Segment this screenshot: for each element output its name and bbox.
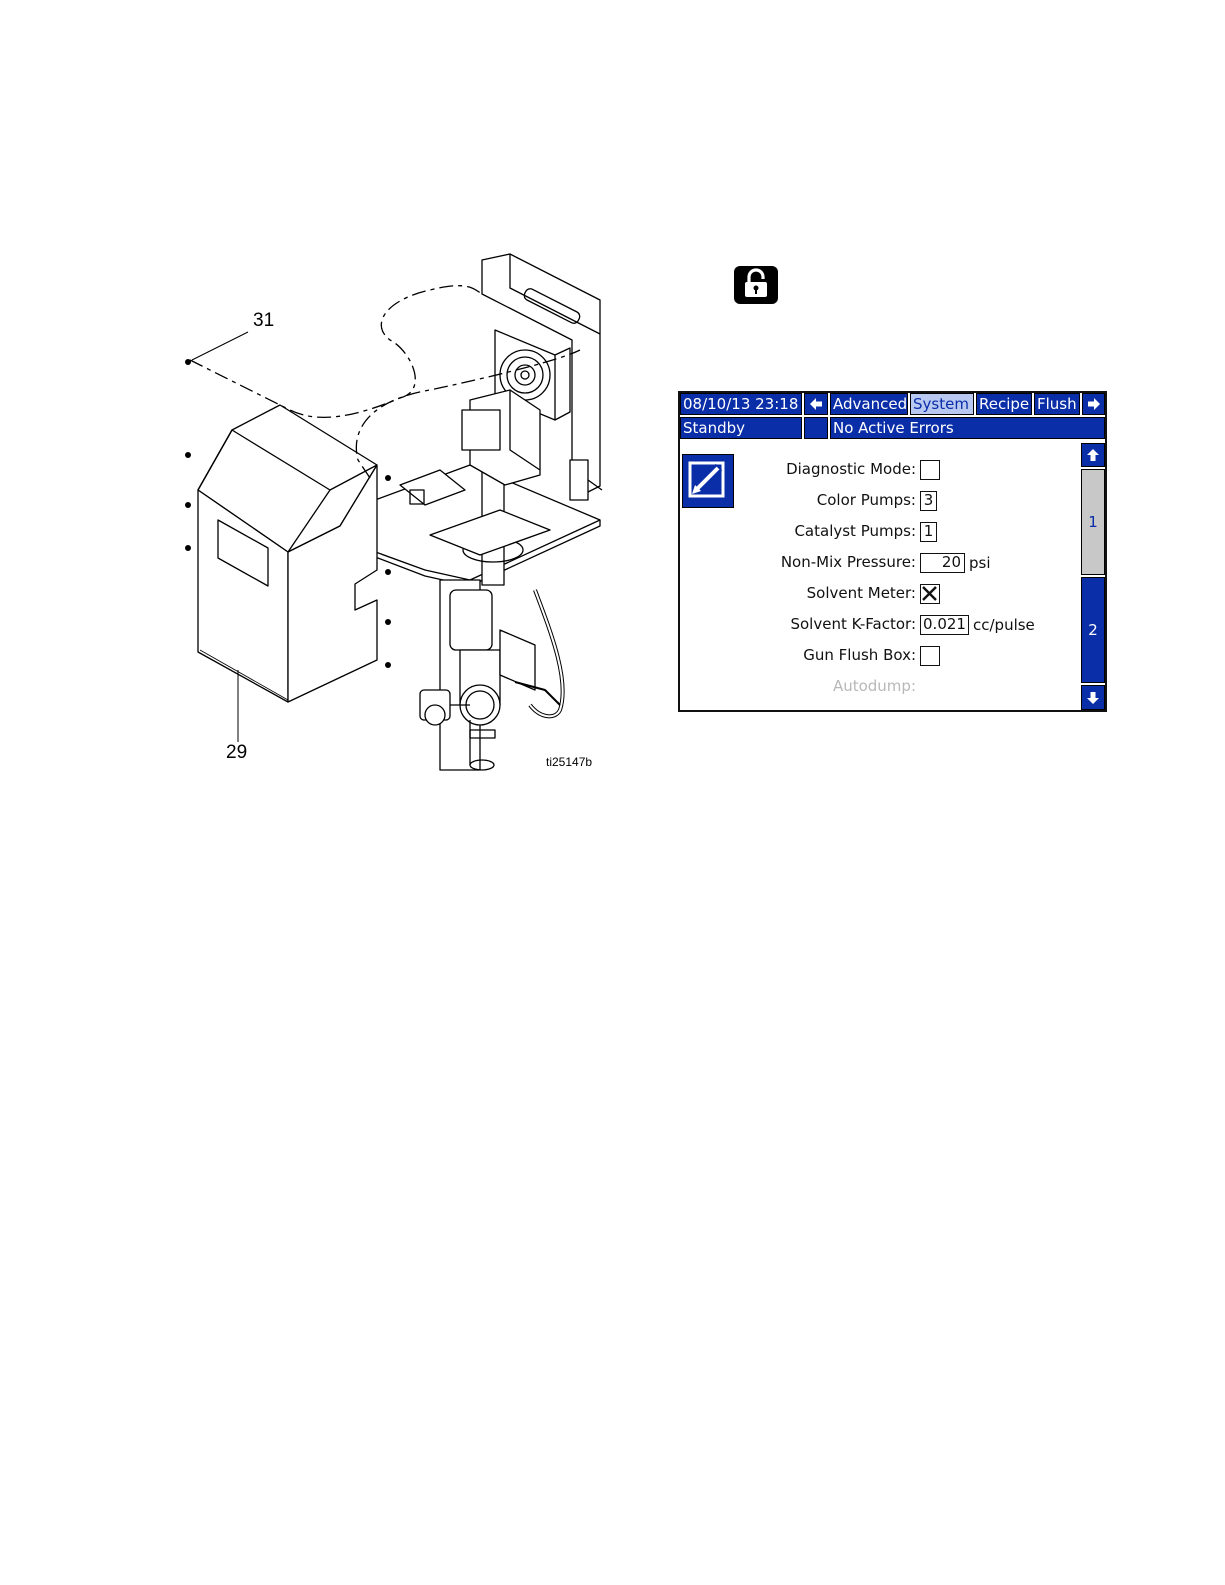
exploded-view-drawing (170, 250, 620, 780)
datetime-display: 08/10/13 23:18 (680, 393, 802, 415)
exploded-view-illustration (170, 250, 620, 780)
page-tab-2[interactable]: 2 (1081, 577, 1105, 683)
page-tab-1[interactable]: 1 (1081, 469, 1105, 575)
diagnostic-mode-label: Diagnostic Mode: (786, 460, 916, 478)
color-pumps-label: Color Pumps: (816, 491, 916, 509)
tab-system[interactable]: System (910, 393, 974, 415)
unlock-icon (734, 266, 778, 304)
display-screen (678, 391, 1107, 712)
callout-31: 31 (253, 310, 275, 331)
autodump-label: Autodump: (832, 677, 916, 695)
solvent-k-factor-label: Solvent K-Factor: (790, 615, 916, 633)
scroll-up-button[interactable] (1081, 443, 1105, 467)
status-indicator (804, 417, 828, 439)
gun-flush-box-checkbox[interactable] (920, 646, 940, 666)
system-status: Standby (680, 417, 802, 439)
arrow-right-icon (1086, 396, 1102, 412)
color-pumps-input[interactable]: 3 (920, 491, 937, 511)
tab-recipe[interactable]: Recipe (976, 393, 1032, 415)
tab-advanced[interactable]: Advanced (830, 393, 908, 415)
non-mix-pressure-unit: psi (969, 554, 991, 572)
callout-29: 29 (226, 742, 248, 763)
tab-next-button[interactable] (1082, 393, 1105, 415)
error-status: No Active Errors (830, 417, 1105, 439)
arrow-up-icon (1085, 447, 1101, 463)
solvent-k-factor-unit: cc/pulse (973, 616, 1035, 634)
gun-flush-box-label: Gun Flush Box: (803, 646, 916, 664)
diagnostic-mode-checkbox[interactable] (920, 460, 940, 480)
tab-flush[interactable]: Flush (1034, 393, 1080, 415)
checkmark-x-icon (921, 585, 938, 602)
catalyst-pumps-label: Catalyst Pumps: (794, 522, 916, 540)
catalyst-pumps-input[interactable]: 1 (920, 522, 937, 542)
arrow-left-icon (808, 396, 824, 412)
non-mix-pressure-input[interactable]: 20 (920, 553, 965, 573)
solvent-meter-label: Solvent Meter: (806, 584, 916, 602)
arrow-down-icon (1085, 690, 1101, 706)
non-mix-pressure-label: Non-Mix Pressure: (780, 553, 916, 571)
tab-prev-button[interactable] (804, 393, 828, 415)
scroll-down-button[interactable] (1081, 685, 1105, 710)
solvent-meter-checkbox[interactable] (920, 584, 940, 604)
solvent-k-factor-input[interactable]: 0.021 (920, 615, 969, 635)
figure-id: ti25147b (546, 755, 593, 769)
